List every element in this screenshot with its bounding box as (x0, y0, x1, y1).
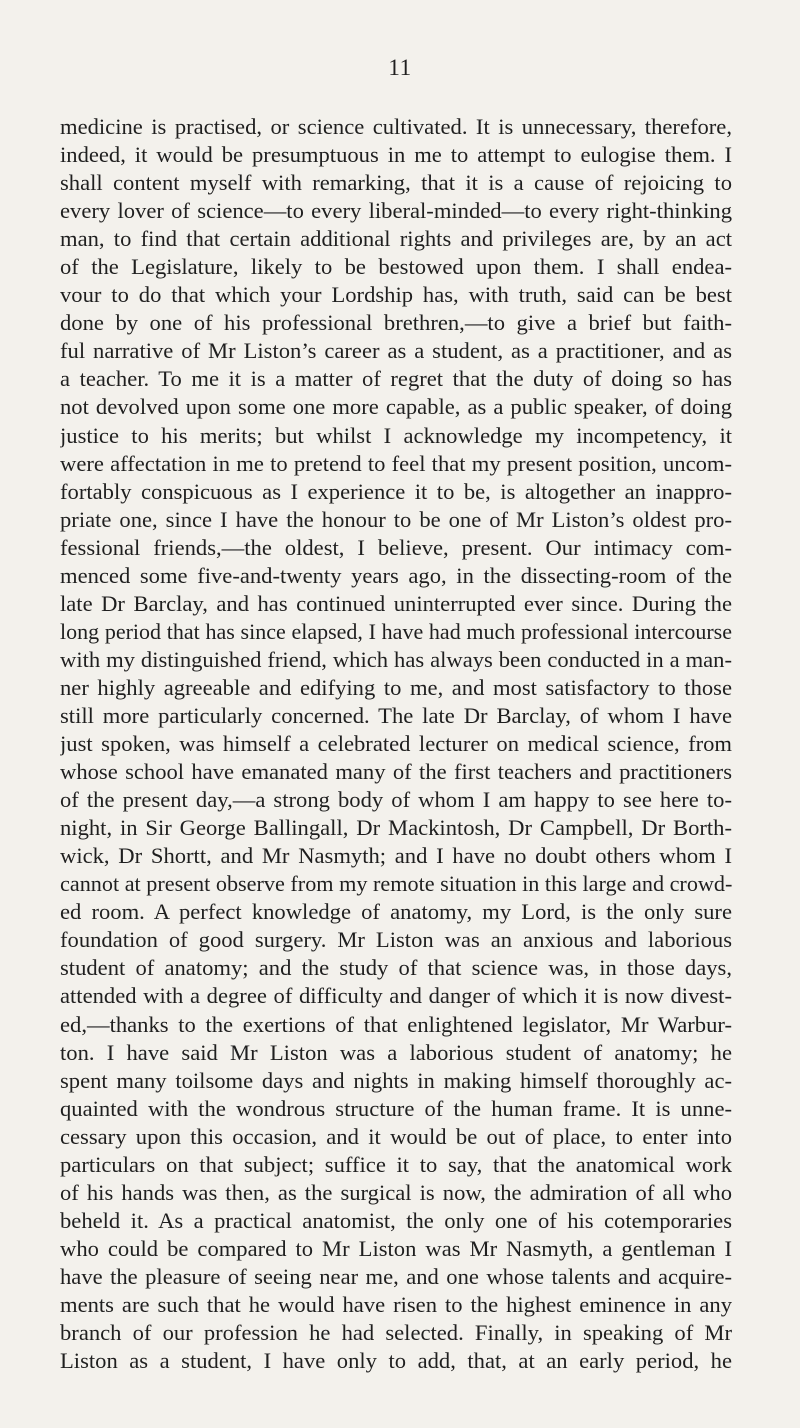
text-line: menced some five-and-twenty years ago, in the dissecting-room of the (60, 562, 732, 588)
text-line: of the present day,—a strong body of whom I am happy to see here to- (60, 787, 732, 813)
text-line: were affectation in me to pretend to feel that my present position, uncom- (60, 450, 732, 476)
text-line: every lover of science—to every liberal-minded—to every right-thinking (60, 198, 732, 224)
text-line: shall content myself with remarking, that it is a cause of rejoicing to (60, 170, 732, 196)
text-line: with my distinguished friend, which has always been conducted in a man- (60, 646, 732, 672)
text-line: attended with a degree of difficulty and danger of which it is now divest- (60, 983, 732, 1009)
text-line: long period that has since elapsed, I have had much professional intercourse (60, 618, 732, 644)
text-line: ner highly agreeable and edifying to me, and most satisfactory to those (60, 674, 732, 700)
text-line: ful narrative of Mr Liston’s career as a student, as a practitioner, and as (60, 338, 732, 364)
text-line: indeed, it would be presumptuous in me to attempt to eulogise them. I (60, 142, 732, 168)
text-line: still more particularly concerned. The late Dr Barclay, of whom I have (60, 702, 732, 728)
text-line: ton. I have said Mr Liston was a laborious student of anatomy; he (60, 1039, 732, 1065)
text-line: man, to find that certain additional rights and privileges are, by an act (60, 226, 732, 252)
text-line: beheld it. As a practical anatomist, the only one of his cotemporaries (60, 1207, 732, 1233)
text-line: have the pleasure of seeing near me, and one whose talents and acquire- (60, 1263, 732, 1289)
text-line: medicine is practised, or science cultivated. It is unnecessary, therefore, (60, 114, 732, 139)
text-line: cessary upon this occasion, and it would be out of place, to enter into (60, 1123, 732, 1149)
text-line: ed room. A perfect knowledge of anatomy, my Lord, is the only sure (60, 899, 732, 925)
text-line: fortably conspicuous as I experience it to be, is altogether an inappro- (60, 478, 732, 504)
text-line: just spoken, was himself a celebrated lecturer on medical science, from (60, 731, 732, 757)
text-line: spent many toilsome days and nights in making himself thoroughly ac- (60, 1067, 732, 1093)
text-line: who could be compared to Mr Liston was Mr Nasmyth, a gentleman I (60, 1235, 732, 1261)
text-line: fessional friends,—the oldest, I believe, present. Our intimacy com- (60, 534, 732, 560)
page-number: 11 (388, 55, 412, 80)
body-text (60, 113, 732, 1375)
text-line: done by one of his professional brethren,—to give a brief but faith- (60, 310, 732, 336)
text-line: vour to do that which your Lordship has, with truth, said can be best (60, 282, 732, 308)
text-line: justice to his merits; but whilst I acknowledge my incompetency, it (60, 422, 732, 448)
text-line: late Dr Barclay, and has continued uninterrupted ever since. During the (60, 590, 732, 616)
text-line: whose school have emanated many of the first teachers and practitioners (60, 759, 732, 785)
text-line: foundation of good surgery. Mr Liston was an anxious and laborious (60, 927, 732, 953)
text-line: student of anatomy; and the study of that science was, in those days, (60, 955, 732, 981)
text-line: ed,—thanks to the exertions of that enlightened legislator, Mr Warbur- (60, 1011, 732, 1037)
text-line: branch of our profession he had selected. Finally, in speaking of Mr (60, 1320, 732, 1346)
text-line: quainted with the wondrous structure of the human frame. It is unne- (60, 1095, 732, 1121)
text-line: not devolved upon some one more capable, as a public speaker, of doing (60, 394, 732, 420)
text-line: of his hands was then, as the surgical is now, the admiration of all who (60, 1179, 732, 1205)
text-line: priate one, since I have the honour to be one of Mr Liston’s oldest pro- (60, 506, 732, 532)
text-line: a teacher. To me it is a matter of regret that the duty of doing so has (60, 366, 732, 392)
text-line: particulars on that subject; suffice it to say, that the anatomical work (60, 1151, 732, 1177)
text-line: of the Legislature, likely to be bestowed upon them. I shall endea- (60, 254, 732, 280)
text-line: cannot at present observe from my remote situation in this large and crowd- (60, 871, 732, 897)
text-line: night, in Sir George Ballingall, Dr Mackintosh, Dr Campbell, Dr Borth- (60, 815, 732, 841)
text-line: Liston as a student, I have only to add, that, at an early period, he (60, 1348, 732, 1374)
text-line: wick, Dr Shortt, and Mr Nasmyth; and I have no doubt others whom I (60, 843, 732, 869)
text-line: ments are such that he would have risen to the highest eminence in any (60, 1291, 732, 1317)
